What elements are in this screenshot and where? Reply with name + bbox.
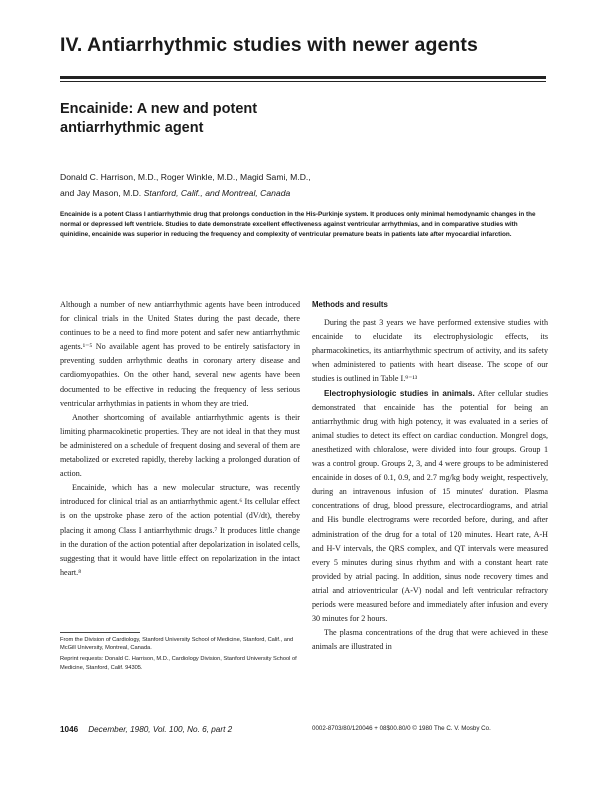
author-location: Stanford, Calif., and Montreal, Canada (143, 188, 291, 198)
section-rule-thick (60, 76, 546, 79)
methods-heading: Methods and results (312, 300, 388, 309)
page-number: 1046 (60, 725, 79, 734)
body-text: After cellular studies demonstrated that encainide has the potential for being an antiarrhythmic drug with high potency, it was evaluated in a series of animal studies to detect its effect on cardiac conduction. Mongrel dogs, anesthetized with chloralose, were divided into four groups. Group 1 was a control group. Groups 2, 3, and 4 were groups to be administered encainide in doses of 0.1, 0.9, and 2.7 mg/kg body weight, respectively, during an intravenous infusion of 15 minutes' duration. Plasma concentrations of drug, blood pressure, electrocardiograms, and atrial and His bundle electrograms were recorded before, during, and after administration of the drug for a total of 120 minutes. Heart rate, A-H and H-V intervals, the QRS complex, and QT intervals were measured every 5 minutes during sinus rhythm and with a constant heart rate provided by atrial pacing. In addition, sinus node recovery times and atrial and atrioventricular (A-V) nodal and left ventricular refractory periods were measured before and immediately after infusion and every 30 minutes for 2 hours. (312, 388, 549, 624)
footnote-rule (60, 632, 140, 633)
author-last: and Jay Mason, M.D. (60, 188, 142, 198)
abstract: Encainide is a potent Class I antiarrhythmic drug that prolongs conduction in the His-Purkinje system. It produces only minimal hemodynamic changes in the normal or depressed left ventricle. Studies to date demonstrate excellent effectiveness against ventricular arrhythmias, and in comparative studies with quinidine, encainide was superior in reducing the frequency and complexity of ventricular premature beats in patients late after myocardial infarction. (60, 211, 536, 239)
journal-reference: December, 1980, Vol. 100, No. 6, part 2 (88, 725, 233, 734)
body-paragraph: Although a number of new antiarrhythmic agents have been introduced for clinical trials in the United States during the past decade, there continues to be a need to find more potent and safer new antiarrhythmic agents.¹⁻⁵ No available agent has proved to be entirely satisfactory in preventing sudden arrhythmic deaths in coronary artery disease and cardiomyopathies. On the other hand, several new agents have been documented to be effective in reducing the frequency of less serious ventricular arrhythmias in patients in whom they are tried. (60, 300, 300, 408)
subsection-runin: Electrophysiologic studies in animals. (324, 388, 475, 398)
section-rule-thin (60, 81, 546, 82)
right-column (312, 298, 548, 654)
section-title: IV. Antiarrhythmic studies with newer agents (60, 34, 478, 56)
author-line-2 (60, 185, 390, 201)
footnote-affiliation: From the Division of Cardiology, Stanford University School of Medicine, Stanford, Calif., and McGill University, Montreal, Canada. (60, 637, 294, 652)
body-paragraph: The plasma concentrations of the drug that were achieved in these animals are illustrated in (312, 628, 548, 652)
author-line-1: Donald C. Harrison, M.D., Roger Winkle, M.D., Magid Sami, M.D., (60, 172, 311, 182)
body-paragraph: Another shortcoming of available antiarrhythmic agents is their limiting pharmacokinetic properties. They are not ideal in that they must be administered on a schedule of frequent dosing and several of them are metabolized or excreted rapidly, thereby lacking a prolonged duration of action. (60, 412, 300, 479)
article-title: Encainide: A new and potent antiarrhythmic agent (60, 101, 258, 136)
author-list (60, 169, 390, 201)
copyright-line: 0002-8703/80/120046 + 08$00.80/0 © 1980 The C. V. Mosby Co. (312, 725, 491, 732)
footnote-reprint: Reprint requests: Donald C. Harrison, M.D., Cardiology Division, Stanford University School of Medicine, Stanford, Calif. 94305. (60, 656, 297, 671)
page-footer (60, 725, 232, 734)
body-paragraph: During the past 3 years we have performed extensive studies with encainide to elucidate its electrophysiologic effects, its pharmacokinetics, its antiarrhythmic spectrum of activity, and its safety when administered to patients with heart disease. The scope of our studies is outlined in Table I.⁹⁻¹³ (312, 318, 548, 384)
footnotes (60, 636, 300, 675)
body-paragraph (312, 387, 548, 627)
left-column (60, 298, 300, 580)
body-paragraph: Encainide, which has a new molecular structure, was recently introduced for clinical trial as an antiarrhythmic agent.⁶ Its cellular effect is on the upstroke phase zero of the action potential (dV/dt), thereby placing it among Class I antiarrhythmic drugs.⁷ It produces little change in the duration of the action potential after depolarization in isolated cells, suggesting that it would have little effect on repolarization in the intact heart.⁸ (60, 483, 300, 577)
